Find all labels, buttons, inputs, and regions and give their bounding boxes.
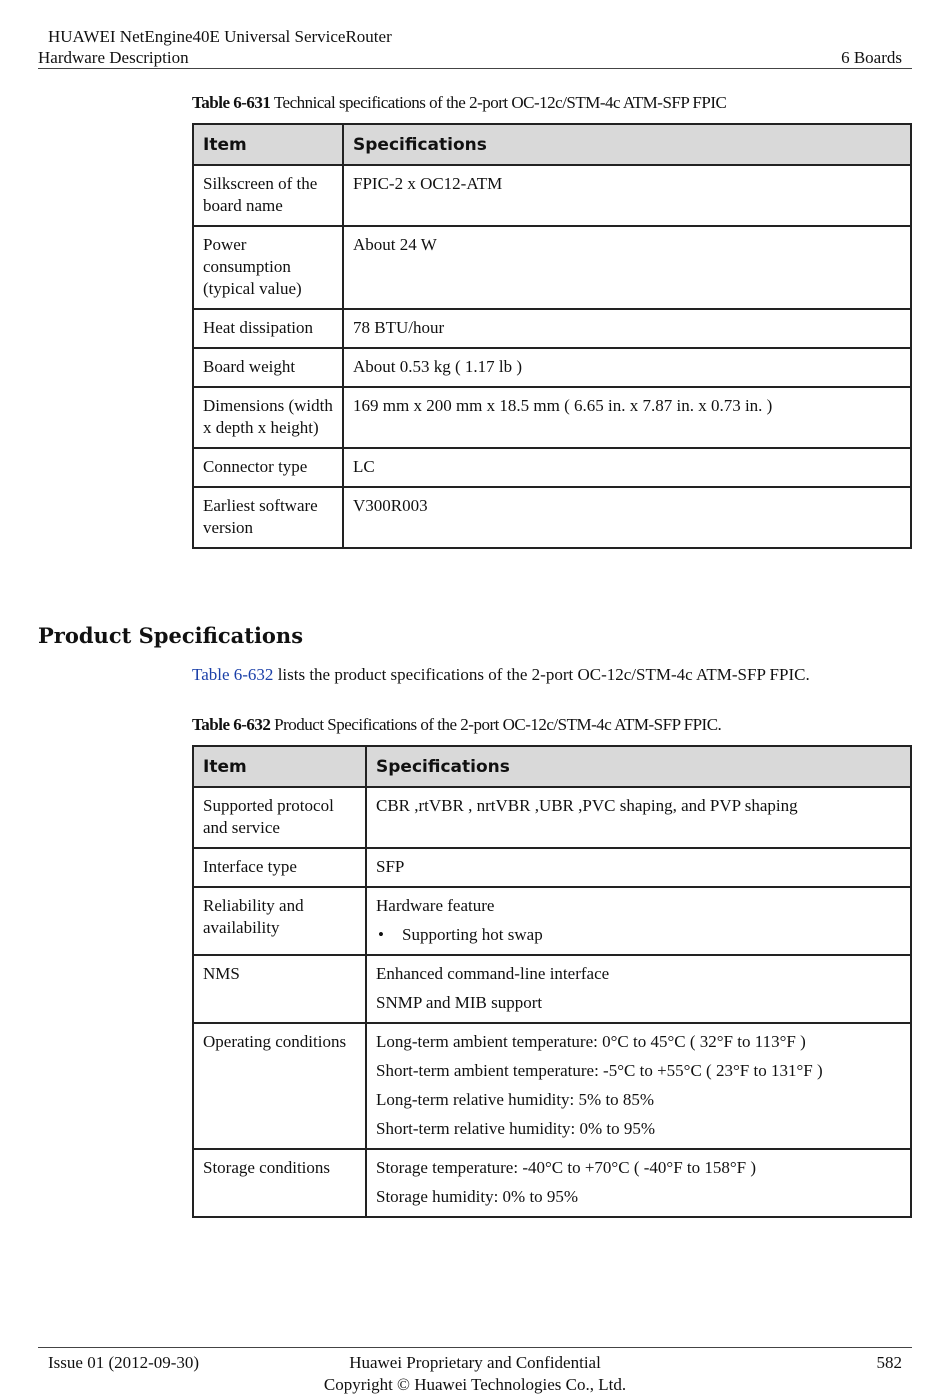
row-spec: 169 mm x 200 mm x 18.5 mm ( 6.65 in. x 7.87 in. x 0.73 in. ) — [343, 387, 911, 448]
technical-specs-table — [192, 123, 912, 549]
table-row — [193, 448, 911, 487]
header-doc-title: Hardware Description — [38, 48, 189, 67]
spec-line: Short-term ambient temperature: -5°C to +55°C ( 23°F to 131°F ) — [376, 1061, 823, 1080]
row-item: Silkscreen of the board name — [193, 165, 343, 226]
column-header-specifications: Specifications — [343, 124, 911, 165]
row-item: Dimensions (width x depth x height) — [193, 387, 343, 448]
table-row — [193, 955, 911, 1023]
row-item: Reliability and availability — [193, 887, 366, 955]
table2-caption-number: Table 6-632 — [192, 715, 271, 734]
table-row — [193, 387, 911, 448]
spec-line: SNMP and MIB support — [376, 993, 543, 1012]
row-item: Storage conditions — [193, 1149, 366, 1217]
bullet-item — [376, 924, 901, 946]
spec-line: Long-term ambient temperature: 0°C to 45°C ( 32°F to 113°F ) — [376, 1032, 806, 1051]
spec-line: CBR ,rtVBR , nrtVBR ,UBR ,PVC shaping, and PVP shaping — [376, 796, 798, 815]
row-spec — [366, 1023, 911, 1149]
spec-line: Short-term relative humidity: 0% to 95% — [376, 1119, 656, 1138]
row-spec — [366, 887, 911, 955]
row-spec: LC — [343, 448, 911, 487]
table-row — [193, 487, 911, 548]
row-spec — [366, 1149, 911, 1217]
page-footer — [38, 1347, 912, 1394]
spec-line: Hardware feature — [376, 896, 495, 915]
product-specs-table — [192, 745, 912, 1218]
row-item: Heat dissipation — [193, 309, 343, 348]
row-item: Connector type — [193, 448, 343, 487]
header-chapter: 6 Boards — [841, 48, 902, 67]
row-item: Interface type — [193, 848, 366, 887]
intro-text: lists the product specifications of the 2-port OC-12c/STM-4c ATM-SFP FPIC. — [273, 665, 810, 684]
row-item: NMS — [193, 955, 366, 1023]
spec-line: Enhanced command-line interface — [376, 964, 610, 983]
table-row — [193, 348, 911, 387]
row-spec: FPIC-2 x OC12-ATM — [343, 165, 911, 226]
table2-caption — [192, 715, 721, 735]
footer-issue: Issue 01 (2012-09-30) — [48, 1353, 200, 1372]
table-header-row — [193, 746, 911, 787]
row-item: Operating conditions — [193, 1023, 366, 1149]
table1-caption-text: Technical specifications of the 2-port OC-12c/STM-4c ATM-SFP FPIC — [270, 93, 727, 112]
row-spec: 78 BTU/hour — [343, 309, 911, 348]
row-spec: V300R003 — [343, 487, 911, 548]
table-row — [193, 226, 911, 309]
spec-line: SFP — [376, 857, 405, 876]
footer-page-number: 582 — [876, 1353, 902, 1372]
table-row — [193, 1149, 911, 1217]
row-item: Supported protocol and service — [193, 787, 366, 848]
table-header-row — [193, 124, 911, 165]
spec-line: Long-term relative humidity: 5% to 85% — [376, 1090, 655, 1109]
footer-confidential: Huawei Proprietary and Confidential — [349, 1353, 601, 1372]
table-row — [193, 787, 911, 848]
spec-line: Storage humidity: 0% to 95% — [376, 1187, 579, 1206]
table-row — [193, 887, 911, 955]
column-header-item: Item — [193, 746, 366, 787]
row-spec: About 0.53 kg ( 1.17 lb ) — [343, 348, 911, 387]
table-reference-link[interactable]: Table 6-632 — [192, 665, 274, 684]
table-row — [193, 848, 911, 887]
row-spec: About 24 W — [343, 226, 911, 309]
bullet-icon: • — [378, 925, 384, 944]
row-spec — [366, 787, 911, 848]
table1-caption-number: Table 6-631 — [192, 93, 271, 112]
row-item: Power consumption (typical value) — [193, 226, 343, 309]
column-header-specifications: Specifications — [366, 746, 911, 787]
row-spec — [366, 848, 911, 887]
table-row — [193, 309, 911, 348]
table2-caption-text: Product Specifications of the 2-port OC-12c/STM-4c ATM-SFP FPIC. — [270, 715, 722, 734]
row-spec — [366, 955, 911, 1023]
header-product: HUAWEI NetEngine40E Universal ServiceRouter — [48, 27, 392, 46]
row-item: Earliest software version — [193, 487, 343, 548]
table-row — [193, 165, 911, 226]
footer-copyright: Copyright © Huawei Technologies Co., Ltd. — [323, 1375, 627, 1394]
section-title: Product Specifications — [38, 623, 304, 648]
spec-line: Storage temperature: -40°C to +70°C ( -40°F to 158°F ) — [376, 1158, 757, 1177]
bullet-text: Supporting hot swap — [402, 925, 543, 944]
row-item: Board weight — [193, 348, 343, 387]
table1-caption — [192, 93, 726, 113]
table-row — [193, 1023, 911, 1149]
page-header — [38, 26, 912, 69]
section-intro — [192, 665, 810, 685]
column-header-item: Item — [193, 124, 343, 165]
